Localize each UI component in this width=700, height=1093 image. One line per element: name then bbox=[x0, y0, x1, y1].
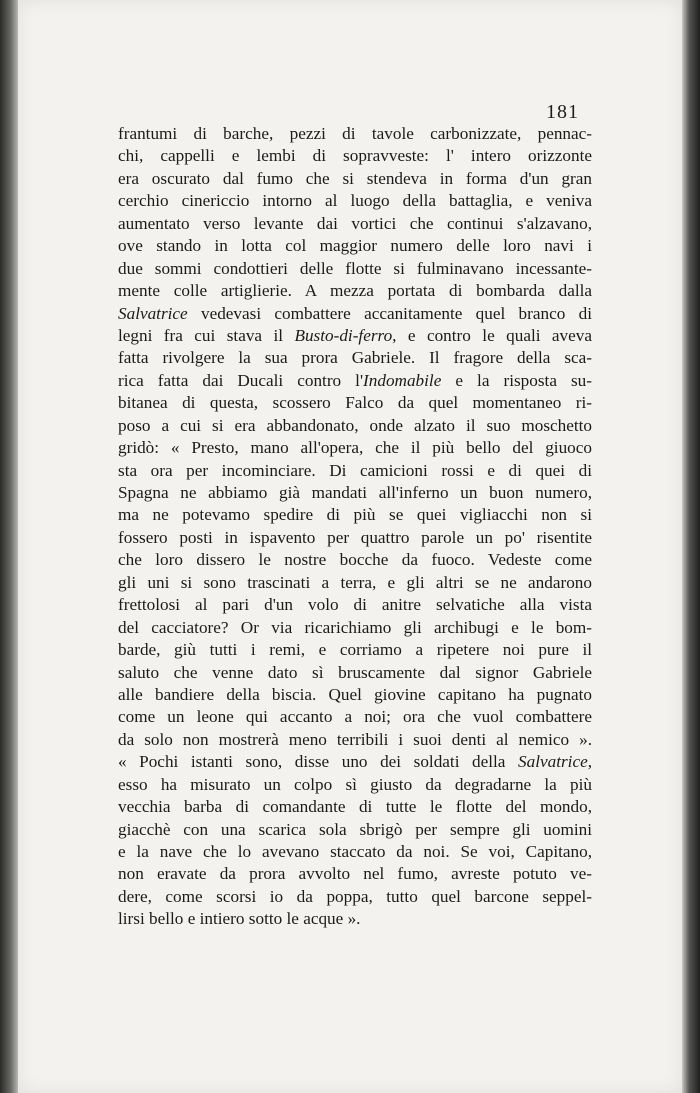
text-segment: , e contro le quali aveva bbox=[392, 325, 592, 345]
text-segment: legni fra cui stava il bbox=[118, 325, 295, 345]
text-line bbox=[118, 819, 592, 841]
text-line bbox=[118, 437, 592, 459]
italic-name: Indomabile bbox=[363, 370, 442, 390]
text-line bbox=[118, 729, 592, 751]
text-line bbox=[118, 123, 592, 145]
text-segment: chi, cappelli e lembi di sopravveste: l' intero orizzonte bbox=[118, 146, 592, 166]
text-line bbox=[118, 639, 592, 661]
text-segment: vecchia barba di comandante di tutte le flotte del mondo, bbox=[118, 797, 592, 817]
text-line bbox=[118, 863, 592, 885]
text-segment: ove stando in lotta col maggior numero delle loro navi i bbox=[118, 236, 592, 256]
text-segment: bitanea di questa, scossero Falco da quel momentaneo ri- bbox=[118, 393, 592, 413]
text-segment: cerchio cinericcio intorno al luogo della battaglia, e veniva bbox=[118, 191, 592, 211]
text-segment: gridò: « Presto, mano all'opera, che il più bello del giuoco bbox=[118, 438, 592, 458]
text-line bbox=[118, 168, 592, 190]
text-segment: dere, come scorsi io da poppa, tutto quel barcone seppel- bbox=[118, 886, 592, 906]
text-line bbox=[118, 527, 592, 549]
text-segment: due sommi condottieri delle flotte si fulminavano incessante- bbox=[118, 258, 592, 278]
text-line bbox=[118, 145, 592, 167]
text-segment: era oscurato dal fumo che si stendeva in forma d'un gran bbox=[118, 168, 592, 188]
text-segment: lirsi bello e intiero sotto le acque ». bbox=[118, 909, 361, 929]
text-segment: poso a cui si era abbandonato, onde alzato il suo moschetto bbox=[118, 415, 592, 435]
text-line bbox=[118, 190, 592, 212]
text-line bbox=[118, 303, 592, 325]
text-segment: sta ora per incominciare. Di camicioni rossi e di quei di bbox=[118, 460, 592, 480]
text-line bbox=[118, 684, 592, 706]
text-segment: aumentato verso levante dai vortici che continui s'alzavano, bbox=[118, 213, 592, 233]
page-number: 181 bbox=[546, 101, 579, 123]
text-line bbox=[118, 706, 592, 728]
text-segment: giacchè con una scarica sola sbrigò per sempre gli uomini bbox=[118, 819, 592, 839]
body-text bbox=[118, 123, 592, 931]
text-line bbox=[118, 572, 592, 594]
text-line bbox=[118, 280, 592, 302]
text-line bbox=[118, 258, 592, 280]
text-segment: , bbox=[587, 752, 592, 772]
text-segment: del cacciatore? Or via ricarichiamo gli archibugi e le bom- bbox=[118, 617, 592, 637]
text-segment: alle bandiere della biscia. Quel giovine capitano ha pugnato bbox=[118, 684, 592, 704]
text-segment: gli uni si sono trascinati a terra, e gli altri se ne andarono bbox=[118, 572, 592, 592]
text-segment: barde, giù tutti i remi, e corriamo a ripetere noi pure il bbox=[118, 640, 592, 660]
text-line bbox=[118, 841, 592, 863]
text-segment: e la nave che lo avevano staccato da noi. Se voi, Capitano, bbox=[118, 842, 592, 861]
text-line bbox=[118, 235, 592, 257]
italic-name: Busto-di-ferro bbox=[294, 325, 393, 345]
text-line bbox=[118, 370, 592, 392]
text-segment: frettolosi al pari d'un volo di anitre selvatiche alla vista bbox=[118, 595, 592, 615]
text-line bbox=[118, 796, 592, 818]
text-segment: « Pochi istanti sono, disse uno dei soldati della bbox=[118, 752, 519, 772]
book-page bbox=[18, 0, 682, 1093]
text-line bbox=[118, 213, 592, 235]
text-segment: vedevasi combattere accanitamente quel branco di bbox=[187, 303, 592, 323]
text-line bbox=[118, 751, 592, 773]
text-line bbox=[118, 482, 592, 504]
italic-name: Salvatrice bbox=[518, 752, 588, 772]
scan-left-edge bbox=[0, 0, 18, 1093]
text-segment: non eravate da prora avvolto nel fumo, avreste potuto ve- bbox=[118, 864, 592, 884]
text-segment: da solo non mostrerà meno terribili i suoi denti al nemico ». bbox=[118, 729, 592, 749]
text-line bbox=[118, 594, 592, 616]
text-segment: mente colle artiglierie. A mezza portata di bombarda dalla bbox=[118, 281, 592, 301]
text-line bbox=[118, 392, 592, 414]
text-segment: che loro dissero le nostre bocche da fuoco. Vedeste come bbox=[118, 550, 592, 570]
italic-name: Salvatrice bbox=[118, 303, 188, 323]
text-segment: come un leone qui accanto a noi; ora che vuol combattere bbox=[118, 707, 592, 727]
scan-right-edge bbox=[682, 0, 700, 1093]
text-line bbox=[118, 908, 592, 930]
text-line bbox=[118, 460, 592, 482]
text-segment: e la risposta su- bbox=[441, 370, 592, 390]
text-line bbox=[118, 774, 592, 796]
text-segment: fossero posti in ispavento per quattro parole un po' risentite bbox=[118, 527, 592, 547]
text-line bbox=[118, 617, 592, 639]
text-segment: fatta rivolgere la sua prora Gabriele. Il fragore della sca- bbox=[118, 348, 592, 368]
text-line bbox=[118, 886, 592, 908]
text-segment: esso ha misurato un colpo sì giusto da degradarne la più bbox=[118, 774, 592, 794]
text-line bbox=[118, 325, 592, 347]
text-line bbox=[118, 504, 592, 526]
text-segment: saluto che venne dato sì bruscamente dal signor Gabriele bbox=[118, 662, 592, 682]
text-line bbox=[118, 662, 592, 684]
text-segment: frantumi di barche, pezzi di tavole carbonizzate, pennac- bbox=[118, 124, 592, 143]
text-segment: Spagna ne abbiamo già mandati all'inferno un buon numero, bbox=[118, 483, 592, 502]
text-line bbox=[118, 549, 592, 571]
text-line bbox=[118, 415, 592, 437]
text-line bbox=[118, 347, 592, 369]
text-segment: ma ne potevamo spedire di più se quei vigliacchi non si bbox=[118, 505, 592, 525]
text-segment: rica fatta dai Ducali contro l' bbox=[118, 370, 364, 390]
